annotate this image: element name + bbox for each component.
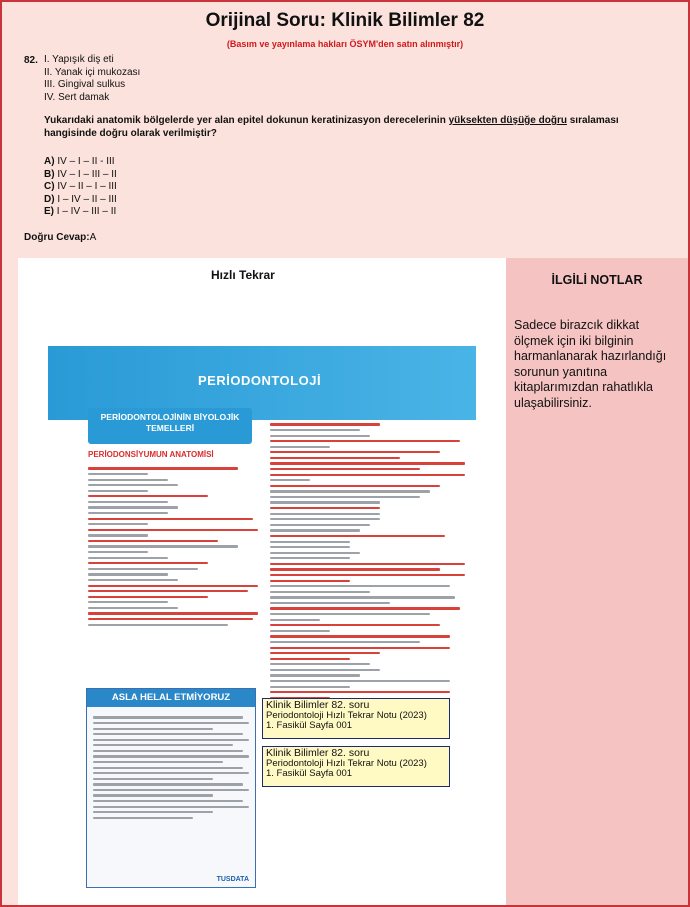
related-notes-text: Sadece birazcık dikkat ölçmek için iki bilginin harmanlanarak hazırlandığı sorunun yanıtına kitaplarımızdan rahatlıkla ulaşabilirsiniz. <box>514 318 667 410</box>
stem-underlined: yüksekten düşüğe doğru <box>448 115 567 126</box>
answer-label: Doğru Cevap: <box>24 232 90 243</box>
book-header-title: PERİODONTOLOJİ <box>198 373 322 388</box>
copyright-notice: (Basım ve yayınlama hakları ÖSYM'den satın alınmıştır) <box>226 39 464 49</box>
answer-value: A <box>89 232 97 243</box>
option-text: IV – I – II - III <box>57 156 115 167</box>
question-items <box>44 54 140 104</box>
note-line: Klinik Bilimler 82. soru <box>266 747 370 759</box>
book-section-box <box>88 408 252 444</box>
related-notes-title: İLGİLİ NOTLAR <box>551 273 643 287</box>
option-a[interactable] <box>44 156 117 169</box>
option-key: A) <box>44 156 55 167</box>
note-line: Periodontoloji Hızlı Tekrar Notu (2023) <box>266 709 427 721</box>
option-b[interactable] <box>44 169 117 182</box>
option-text: IV – I – III – II <box>57 168 117 180</box>
option-key: D) <box>44 193 55 205</box>
option-key: B) <box>44 168 55 180</box>
question-item: IV. Sert damak <box>44 91 110 103</box>
note-line: 1. Fasikül Sayfa 001 <box>266 720 353 731</box>
publisher-logo: TUSDATA <box>216 876 249 883</box>
option-text: I – IV – II – III <box>57 193 117 205</box>
option-c[interactable] <box>44 181 117 194</box>
question-item: I. Yapışık diş eti <box>44 54 114 65</box>
book-left-column <box>88 464 262 629</box>
answer-options <box>44 156 117 219</box>
question-stem <box>44 114 644 140</box>
reference-note <box>262 698 450 739</box>
option-key: E) <box>44 206 54 217</box>
page-title: Orijinal Soru: Klinik Bilimler 82 <box>205 10 485 31</box>
note-line: Periodontoloji Hızlı Tekrar Notu (2023) <box>266 757 427 769</box>
book-section-line: TEMELLERİ <box>145 423 195 433</box>
book-right-column <box>270 420 470 702</box>
question-item: III. Gingival sulkus <box>44 79 126 90</box>
stem-text: sıralaması hangisinde doğru olarak verilmiştir? <box>44 115 619 139</box>
note-line: Klinik Bilimler 82. soru <box>266 699 370 711</box>
option-e[interactable] <box>44 206 117 219</box>
option-text: IV – II – I – III <box>57 181 117 192</box>
correct-answer <box>24 232 96 243</box>
reference-note <box>262 746 450 787</box>
option-text: I – IV – III – II <box>56 206 117 217</box>
question-number: 82. <box>24 55 38 66</box>
option-d[interactable] <box>44 194 117 207</box>
stem-text: Yukarıdaki anatomik bölgelerde yer alan epitel dokunun keratinizasyon derecelerinin <box>44 115 449 126</box>
note-line: 1. Fasikül Sayfa 001 <box>266 768 353 779</box>
book-subsection-title: PERİODONSİYUMUN ANATOMİSİ <box>88 450 214 459</box>
question-item: II. Yanak içi mukozası <box>44 66 141 78</box>
book-section-line: PERİODONTOLOJİNİN BİYOLOJİK <box>100 412 240 422</box>
quick-review-title: Hızlı Tekrar <box>211 268 275 282</box>
option-key: C) <box>44 181 55 192</box>
warning-title: ASLA HELAL ETMİYORUZ <box>87 689 255 707</box>
warning-box <box>86 688 256 888</box>
book-page-image <box>48 308 476 900</box>
